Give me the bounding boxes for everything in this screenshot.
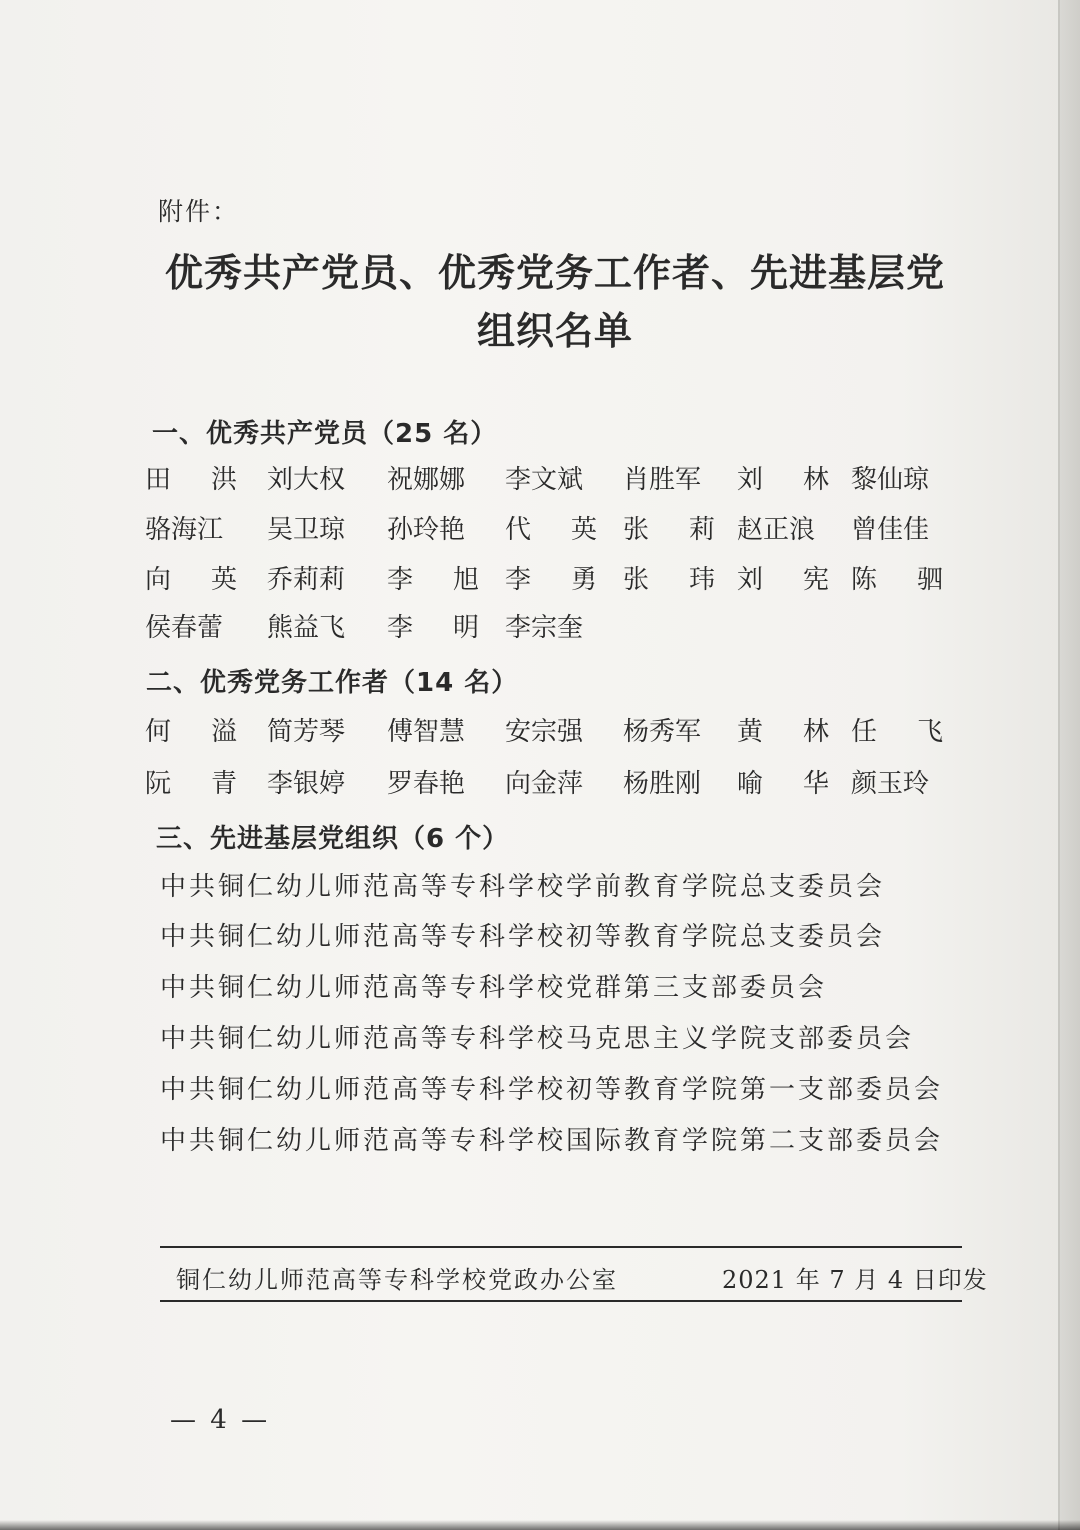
name-entry: 何 溢	[145, 717, 237, 747]
footer-top-rule	[160, 1246, 962, 1248]
name-entry: 颜玉玲	[851, 769, 930, 799]
name-entry: 张 莉	[623, 515, 715, 545]
org-entry: 中共铜仁幼儿师范高等专科学校党群第三支部委员会	[160, 973, 828, 1003]
name-entry: 刘大权	[267, 465, 346, 495]
name-entry: 李 旭	[387, 565, 479, 595]
name-entry: 任 飞	[851, 717, 943, 747]
name-entry: 吴卫琼	[267, 515, 346, 545]
attachment-label: 附件：	[158, 197, 240, 226]
footer-bottom-rule	[160, 1300, 962, 1302]
name-entry: 肖胜军	[623, 465, 702, 495]
section-3-heading: 三、先进基层党组织（6 个）	[156, 824, 510, 854]
name-entry: 孙玲艳	[387, 515, 466, 545]
name-entry: 黄 林	[737, 717, 829, 747]
name-entry: 黎仙琼	[851, 465, 930, 495]
name-entry: 刘 宪	[737, 565, 829, 595]
name-entry: 喻 华	[737, 769, 829, 799]
page-number: — 4 —	[170, 1405, 271, 1435]
org-entry: 中共铜仁幼儿师范高等专科学校马克思主义学院支部委员会	[160, 1024, 915, 1054]
name-entry: 张 玮	[623, 565, 715, 595]
footer-date: 2021 年 7 月 4 日印发	[722, 1266, 988, 1294]
name-entry: 田 洪	[145, 465, 237, 495]
name-entry: 阮 青	[145, 769, 237, 799]
org-entry: 中共铜仁幼儿师范高等专科学校初等教育学院第一支部委员会	[160, 1075, 944, 1105]
name-entry: 赵正浪	[737, 515, 816, 545]
name-entry: 祝娜娜	[387, 465, 466, 495]
section-2-heading: 二、优秀党务工作者（14 名）	[146, 668, 519, 698]
name-entry: 骆海江	[145, 515, 224, 545]
name-entry: 傅智慧	[387, 717, 466, 747]
org-entry: 中共铜仁幼儿师范高等专科学校学前教育学院总支委员会	[160, 872, 886, 902]
name-entry: 李 勇	[505, 565, 597, 595]
scan-shadow	[0, 1520, 1080, 1530]
name-entry: 陈 驷	[851, 565, 943, 595]
org-entry: 中共铜仁幼儿师范高等专科学校初等教育学院总支委员会	[160, 922, 886, 952]
title-line-1: 优秀共产党员、优秀党务工作者、先进基层党	[164, 251, 945, 295]
name-entry: 杨秀军	[623, 717, 702, 747]
section-1-heading: 一、优秀共产党员（25 名）	[152, 419, 498, 449]
name-entry: 向 英	[145, 565, 237, 595]
name-entry: 简芳琴	[267, 717, 346, 747]
name-entry: 熊益飞	[267, 613, 346, 643]
name-entry: 刘 林	[737, 465, 829, 495]
name-entry: 李 明	[387, 613, 479, 643]
name-entry: 罗春艳	[387, 769, 466, 799]
name-entry: 代 英	[505, 515, 597, 545]
title-line-2: 组织名单	[476, 309, 633, 353]
paper-edge	[1058, 0, 1080, 1530]
name-entry: 李宗奎	[505, 613, 584, 643]
name-entry: 侯春蕾	[145, 613, 224, 643]
name-entry: 向金萍	[505, 769, 584, 799]
document-title	[130, 244, 980, 360]
name-entry: 杨胜刚	[623, 769, 702, 799]
org-entry: 中共铜仁幼儿师范高等专科学校国际教育学院第二支部委员会	[160, 1126, 944, 1156]
name-entry: 李银婷	[267, 769, 346, 799]
name-entry: 曾佳佳	[851, 515, 930, 545]
footer-issuer: 铜仁幼儿师范高等专科学校党政办公室	[176, 1266, 618, 1294]
name-entry: 李文斌	[505, 465, 584, 495]
name-entry: 安宗强	[505, 717, 584, 747]
name-entry: 乔莉莉	[267, 565, 346, 595]
